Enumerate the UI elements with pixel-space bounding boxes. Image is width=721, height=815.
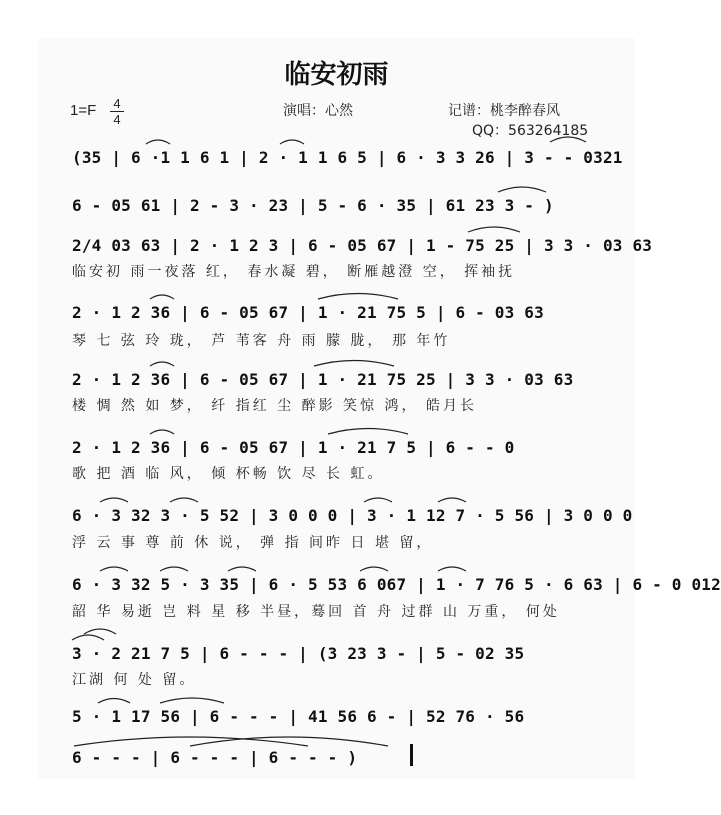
notation-text: 3 · 2 21 7 5 | 6 - - - | (3 23 3 - | 5 - 02 35	[72, 644, 525, 663]
lyric-row-3: 临安初 雨一夜落 红， 春水凝 碧， 断雁越澄 空， 挥袖抚	[72, 264, 516, 280]
slur	[360, 567, 388, 571]
lyric-row-5: 楼 惆 然 如 梦， 纤 指红 尘 醉影 笑惊 鸿， 皓月长	[72, 398, 477, 414]
slur	[498, 187, 546, 192]
slur	[150, 362, 174, 366]
slur	[228, 567, 256, 571]
slur	[74, 737, 308, 746]
slur	[364, 498, 392, 502]
slur	[100, 567, 128, 571]
slur	[280, 140, 304, 144]
lyric-row-9: 江湖 何 处 留。	[72, 672, 197, 688]
notation-text: 5 · 1 17 56 | 6 - - - | 41 56 6 - | 52 76 · 56	[72, 707, 525, 726]
slur	[550, 137, 586, 142]
slur	[314, 361, 394, 367]
slur	[170, 498, 198, 502]
notation-text: 2 · 1 2 36 | 6 - 05 67 | 1 · 21 75 5 | 6 - 03 63	[72, 303, 544, 322]
score-sheet	[38, 38, 721, 779]
slur	[98, 699, 130, 704]
slur	[146, 140, 170, 144]
slur	[150, 430, 174, 434]
slur	[100, 498, 128, 502]
notator-credit: 记谱：桃李醉春风	[448, 103, 560, 119]
slur	[328, 429, 408, 435]
lyric-row-4: 琴 七 弦 玲 珑， 芦 苇客 舟 雨 朦 胧， 那 年竹	[72, 333, 451, 349]
lyric-row-8: 韶 华 易逝 岂 料 星 移 半昼，蓦回 首 舟 过群 山 万重， 何处	[72, 604, 560, 620]
slur	[160, 567, 188, 571]
notation-text: 2 · 1 2 36 | 6 - 05 67 | 1 · 21 75 25 | 3 3 · 03 63	[72, 370, 574, 389]
time-signature-bottom: 4	[113, 112, 121, 127]
notation-text: 2/4 03 63 | 2 · 1 2 3 | 6 - 05 67 | 1 - 75 25 | 3 3 · 03 63	[72, 236, 653, 255]
singer-credit: 演唱：心然	[283, 103, 353, 119]
slur	[160, 698, 224, 703]
slur	[190, 737, 388, 746]
notation-text: 6 - 05 61 | 2 - 3 · 23 | 5 - 6 · 35 | 61 23 3 - )	[72, 196, 554, 215]
slur	[72, 635, 104, 640]
qq-contact: QQ：563264185	[472, 123, 589, 139]
notation-text: 6 · 3 32 3 · 5 52 | 3 0 0 0 | 3 · 1 12 7 · 5 56 | 3 0 0 0	[72, 506, 633, 525]
slur	[150, 295, 174, 299]
time-signature-top: 4	[110, 96, 124, 112]
key-signature: 1=F	[70, 102, 97, 119]
notation-text: 6 · 3 32 5 · 3 35 | 6 · 5 53 6 067 | 1 · 7 76 5 · 6 63 | 6 - 0 012	[72, 575, 721, 594]
lyric-row-6: 歌 把 酒 临 风， 倾 杯畅 饮 尽 长 虹。	[72, 466, 385, 482]
song-title: 临安初雨	[284, 60, 389, 90]
lyric-row-7: 浮 云 事 尊 前 休 说， 弹 指 间昨 日 堪 留，	[72, 535, 434, 551]
slur	[468, 227, 520, 232]
notation-text: (35 | 6 ·1 1 6 1 | 2 · 1 1 6 5 | 6 · 3 3 26 | 3 - - 0321	[72, 148, 623, 167]
slur	[438, 498, 466, 502]
notation-text: 2 · 1 2 36 | 6 - 05 67 | 1 · 21 7 5 | 6 - - 0	[72, 438, 515, 457]
slur	[318, 294, 398, 300]
slur	[84, 629, 116, 634]
slur	[438, 567, 466, 571]
slur-layer	[38, 38, 721, 779]
notation-text: 6 - - - | 6 - - - | 6 - - - )	[72, 748, 358, 767]
